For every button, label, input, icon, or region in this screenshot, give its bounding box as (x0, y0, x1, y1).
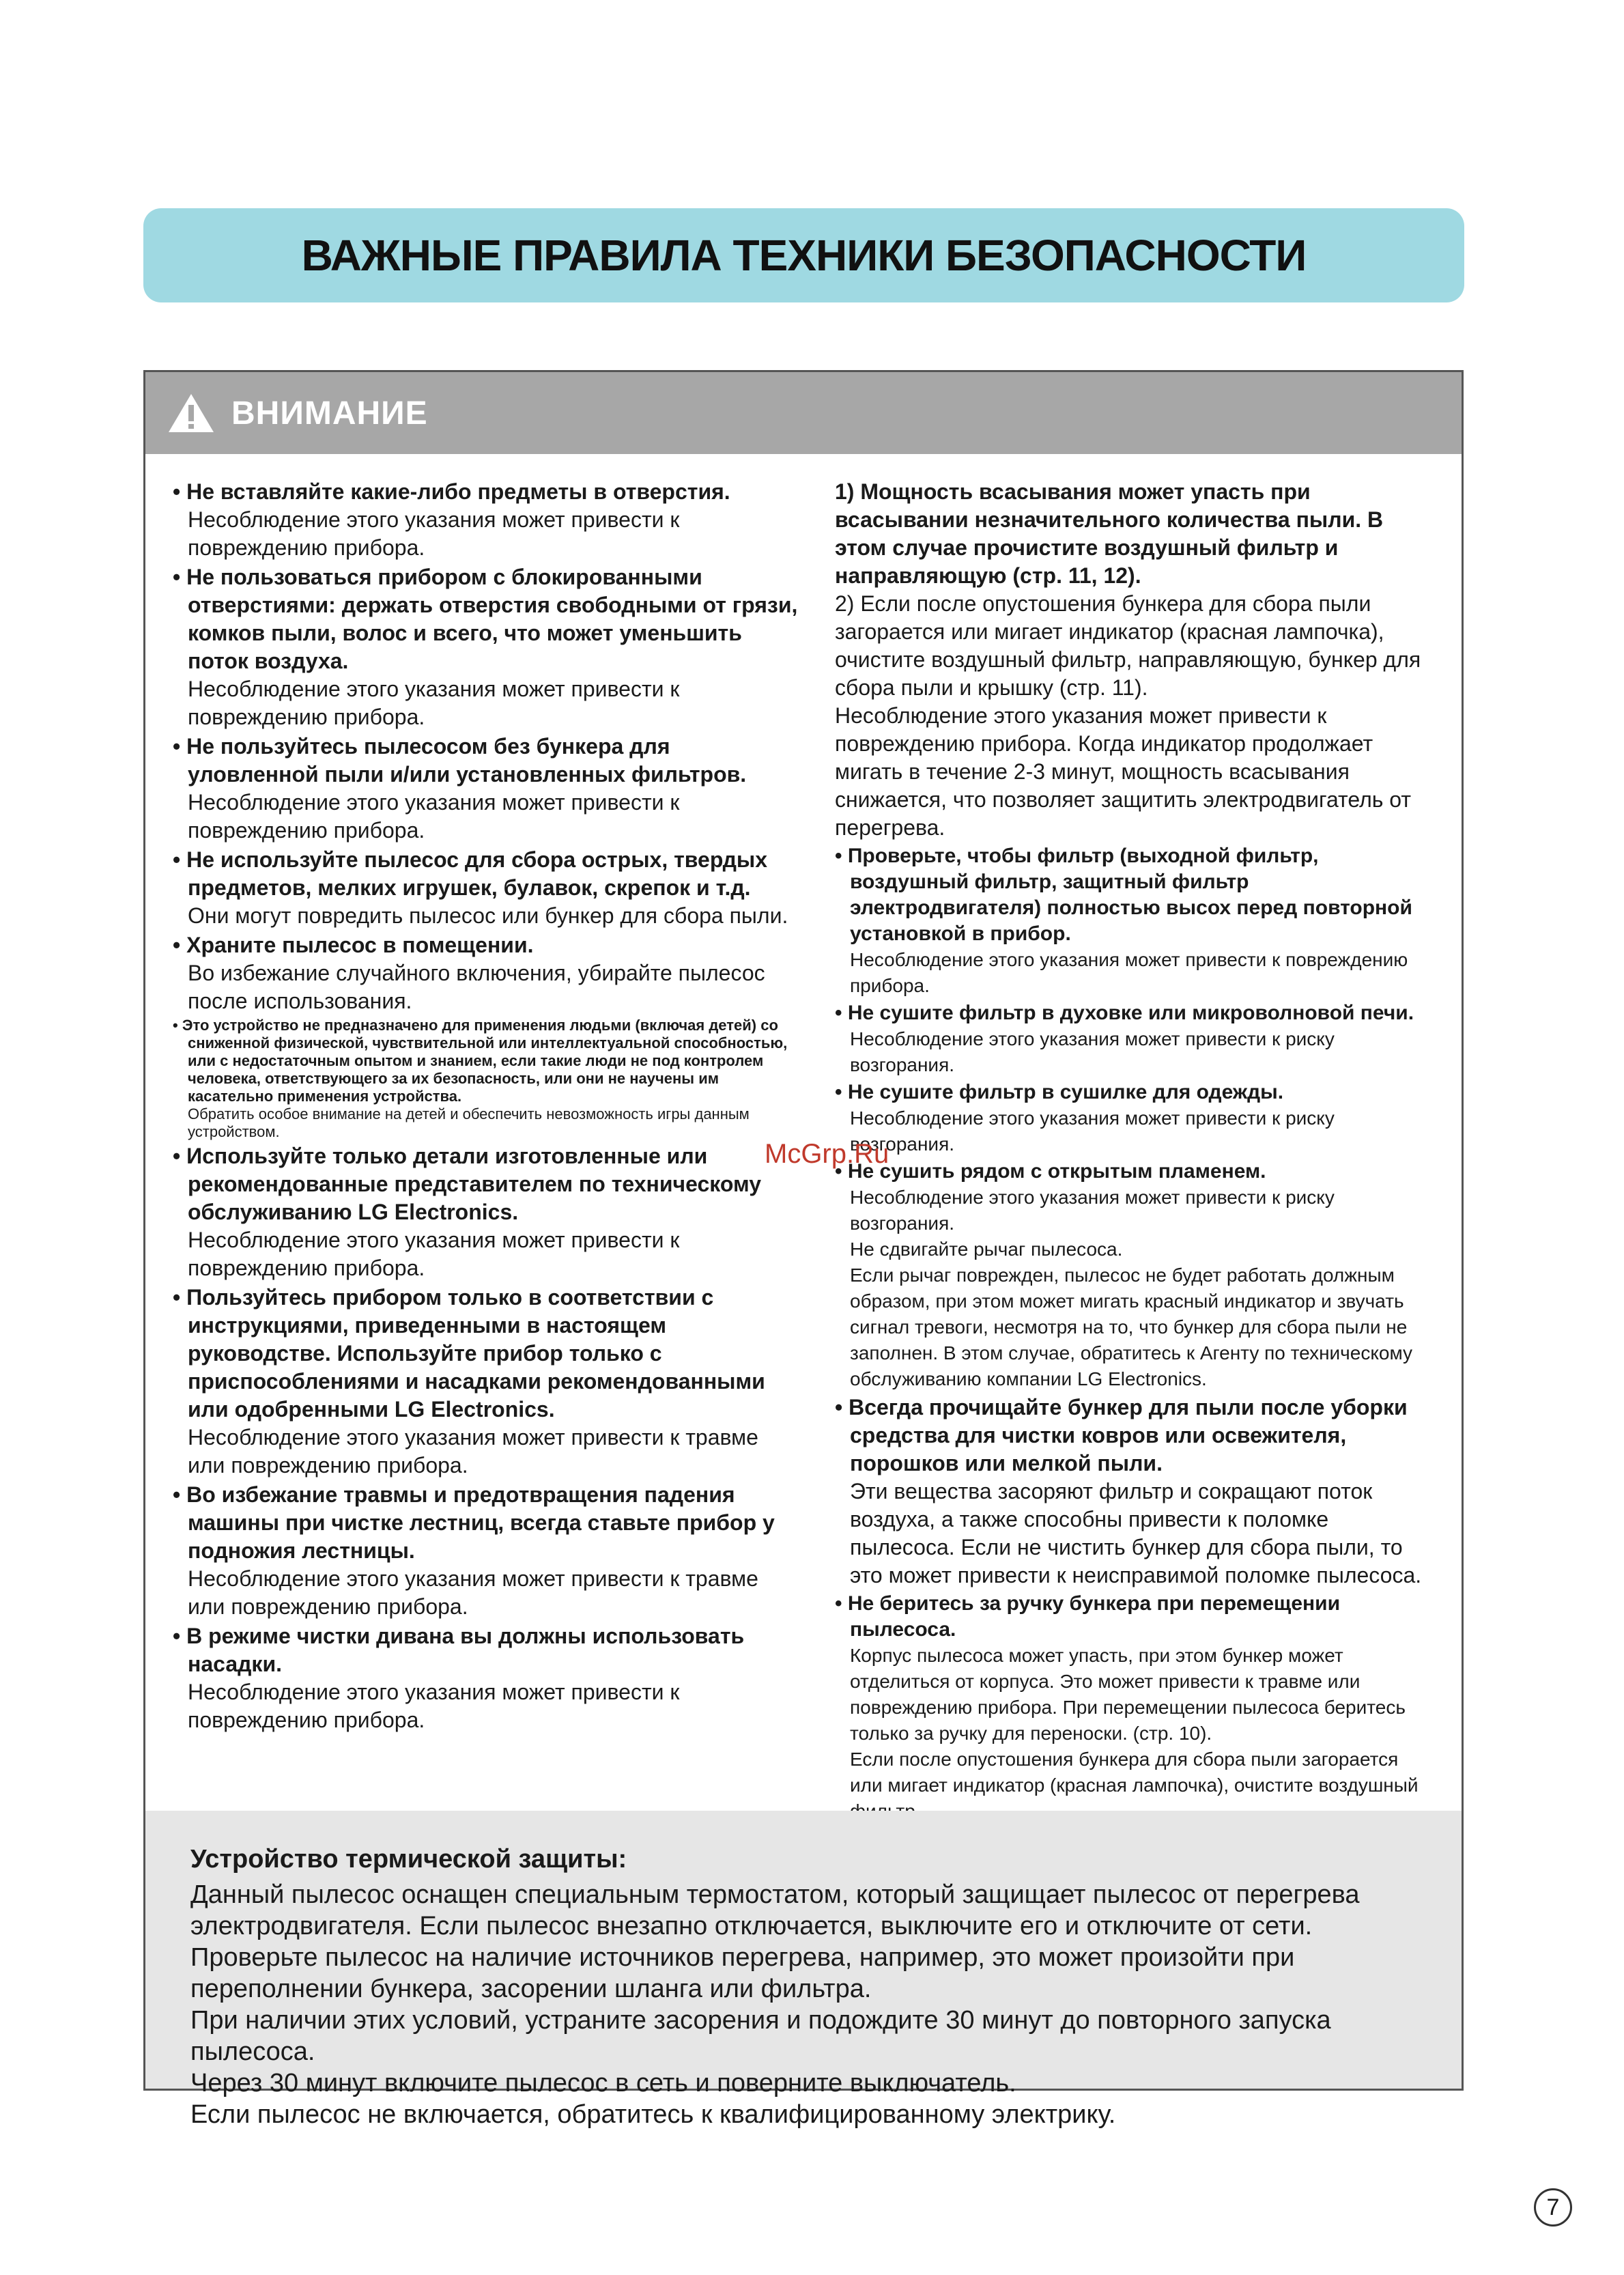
safety-item-heading: • Пользуйтесь прибором только в соответствии с инструкциями, приведенными в настоящем руководстве. Используйте прибор только с приспособлениями и насадками рекомендованными или одобренными LG Electronics. (188, 1284, 801, 1424)
safety-item (835, 1394, 1436, 1589)
safety-item (173, 733, 801, 845)
safety-item-note: Эти вещества засоряют фильтр и сокращают поток воздуха, а также способны привести к поломке пылесоса. Если не чистить бункер для сбора пыли, то это может привести к неисправимой поломке пылесоса. (850, 1479, 1422, 1587)
safety-item-heading: • Не сушите фильтр в духовке или микроволновой печи. (850, 1000, 1436, 1026)
safety-item-heading: • Не беритесь за ручку бункера при перемещении пылесоса. (850, 1591, 1436, 1643)
safety-item-heading: • Не пользуйтесь пылесосом без бункера для уловленной пыли и/или установленных фильтров. (188, 733, 801, 789)
safety-item-note: Во избежание случайного включения, убирайте пылесос после использования. (188, 961, 765, 1013)
safety-item (173, 478, 801, 562)
safety-item-heading: • В режиме чистки дивана вы должны использовать насадки. (188, 1622, 801, 1678)
safety-item (835, 1079, 1436, 1157)
watermark: McGrp.Ru (765, 1139, 889, 1169)
safety-item (835, 843, 1436, 999)
safety-item (173, 931, 801, 1015)
safety-item-heading: • Не пользоваться прибором с блокированными отверстиями: держать отверстия свободными от грязи, комков пыли, волос и всего, что может уменьшить поток воздуха. (188, 563, 801, 675)
right-column (835, 478, 1436, 1878)
safety-item (173, 1017, 801, 1141)
safety-item-note: Несоблюдение этого указания может привести к повреждению прибора. (850, 949, 1408, 996)
safety-item-note: Обратить особое внимание на детей и обеспечить невозможность игры данным устройством. (188, 1105, 750, 1140)
safety-item-note: Несоблюдение этого указания может привести к повреждению прибора. (188, 1680, 680, 1732)
safety-item-heading: • Храните пылесос в помещении. (188, 931, 801, 959)
warning-header (145, 372, 1462, 454)
safety-item-heading: • Используйте только детали изготовленные или рекомендованные представителем по техническому обслуживанию LG Electronics. (188, 1142, 801, 1226)
safety-item-heading: • Это устройство не предназначено для применения людьми (включая детей) со сниженной физической, чувствительной или интеллектуальной способностью, или с недостаточным опытом и знанием, если такие люди не под контролем человека, ответствующего за их безопасность, или они не научены им касательно применения устройства. (188, 1017, 801, 1105)
page-number: 7 (1534, 2188, 1572, 2227)
safety-item-heading: • Всегда прочищайте бункер для пыли после уборки средства для чистки ковров или освежителя, порошков или мелкой пыли. (850, 1394, 1436, 1478)
thermal-body: Данный пылесос оснащен специальным термостатом, который защищает пылесос от перегрева электродвигателя. Если пылесос внезапно отключается, выключите его и отключите от сети. Проверьте пылесос на наличие источников перегрева, например, это может произойти при переполнении бункера, засорении шланга или фильтра. При наличии этих условий, устраните засорения и подождите 30 минут до повторного запуска пылесоса. Через 30 минут включите пылесос в сеть и поверните выключатель. Если пылесос не включается, обратитесь к квалифицированному электрику. (190, 1880, 1360, 2129)
safety-item-note: Несоблюдение этого указания может привести к повреждению прибора. (188, 1228, 680, 1280)
left-column (173, 478, 801, 1736)
warning-label: ВНИМАНИЕ (231, 395, 428, 432)
page-title: ВАЖНЫЕ ПРАВИЛА ТЕХНИКИ БЕЗОПАСНОСТИ (301, 231, 1307, 280)
safety-item (835, 478, 1436, 842)
thermal-title: Устройство термической защиты: (190, 1845, 627, 1874)
safety-item (173, 1142, 801, 1282)
safety-item (173, 563, 801, 731)
safety-item-note: Несоблюдение этого указания может привести к риску возгорания. (850, 1028, 1335, 1075)
safety-item-note: Несоблюдение этого указания может привести к риску возгорания. (850, 1107, 1335, 1155)
safety-item-note: Они могут повредить пылесос или бункер для сбора пыли. (188, 903, 788, 928)
safety-item (173, 846, 801, 930)
safety-item (173, 1481, 801, 1621)
safety-item-heading: • Не используйте пылесос для сбора острых, твердых предметов, мелких игрушек, булавок, скрепок и т.д. (188, 846, 801, 902)
safety-item-note: Несоблюдение этого указания может привести к травме или повреждению прибора. (188, 1566, 758, 1619)
safety-item-heading: • Не вставляйте какие-либо предметы в отверстия. (188, 478, 801, 506)
safety-item-note: Несоблюдение этого указания может привести к травме или повреждению прибора. (188, 1425, 758, 1478)
safety-item-note: Несоблюдение этого указания может привести к повреждению прибора. (188, 507, 680, 560)
safety-item (835, 1159, 1436, 1392)
warning-triangle-icon (167, 393, 215, 434)
safety-item-note: 2) Если после опустошения бункера для сбора пыли загорается или мигает индикатор (красная лампочка), очистите воздушный фильтр, направляющую, бункер для сбора пыли и крышку (стр. 11). Несоблюдение этого указания может привести к повреждению прибора. Когда индикатор продолжает мигать в течение 2-3 минут, мощность всасывания снижается, что позволяет защитить электродвигатель от перегрева. (835, 591, 1421, 840)
warning-frame (143, 370, 1464, 2129)
safety-item (173, 1284, 801, 1480)
safety-item-note: Несоблюдение этого указания может привести к риску возгорания. Не сдвигайте рычаг пылесоса. Если рычаг поврежден, пылесос не будет работать должным образом, при этом может мигать красный индикатор и звучать сигнал тревоги, несмотря на то, что бункер для сбора пыли не заполнен. В этом случае, обратитесь к Агенту по техническому обслуживанию компании LG Electronics. (850, 1187, 1413, 1389)
title-banner (143, 208, 1464, 302)
safety-item-heading: 1) Мощность всасывания может упасть при всасывании незначительного количества пыли. В этом случае прочистите воздушный фильтр и направляющую (стр. 11, 12). (835, 479, 1384, 588)
safety-item-heading: • Не сушить рядом с открытым пламенем. (850, 1159, 1436, 1185)
safety-item (835, 1000, 1436, 1078)
thermal-protection-section (145, 1811, 1462, 2129)
safety-item-heading: • Не сушите фильтр в сушилке для одежды. (850, 1079, 1436, 1105)
safety-item-heading: • Во избежание травмы и предотвращения падения машины при чистке лестниц, всегда ставьте прибор у подножия лестницы. (188, 1481, 801, 1565)
safety-item (173, 1622, 801, 1734)
safety-item-note: Несоблюдение этого указания может привести к повреждению прибора. (188, 677, 680, 729)
safety-item-note: Корпус пылесоса может упасть, при этом бункер может отделиться от корпуса. Это может привести к травме или повреждению прибора. При перемещении пылесоса беритесь только за ручку для переноски. (стр. 10). Если после опустошения бункера для сбора пыли загорается или мигает индикатор (красная лампочка), очистите воздушный (850, 1645, 1419, 1796)
safety-item-note: Несоблюдение этого указания может привести к повреждению прибора. (188, 790, 680, 843)
safety-item-heading: • Проверьте, чтобы фильтр (выходной фильтр, воздушный фильтр, защитный фильтр электродвигателя) полностью высох перед повторной установкой в прибор. (850, 843, 1436, 947)
